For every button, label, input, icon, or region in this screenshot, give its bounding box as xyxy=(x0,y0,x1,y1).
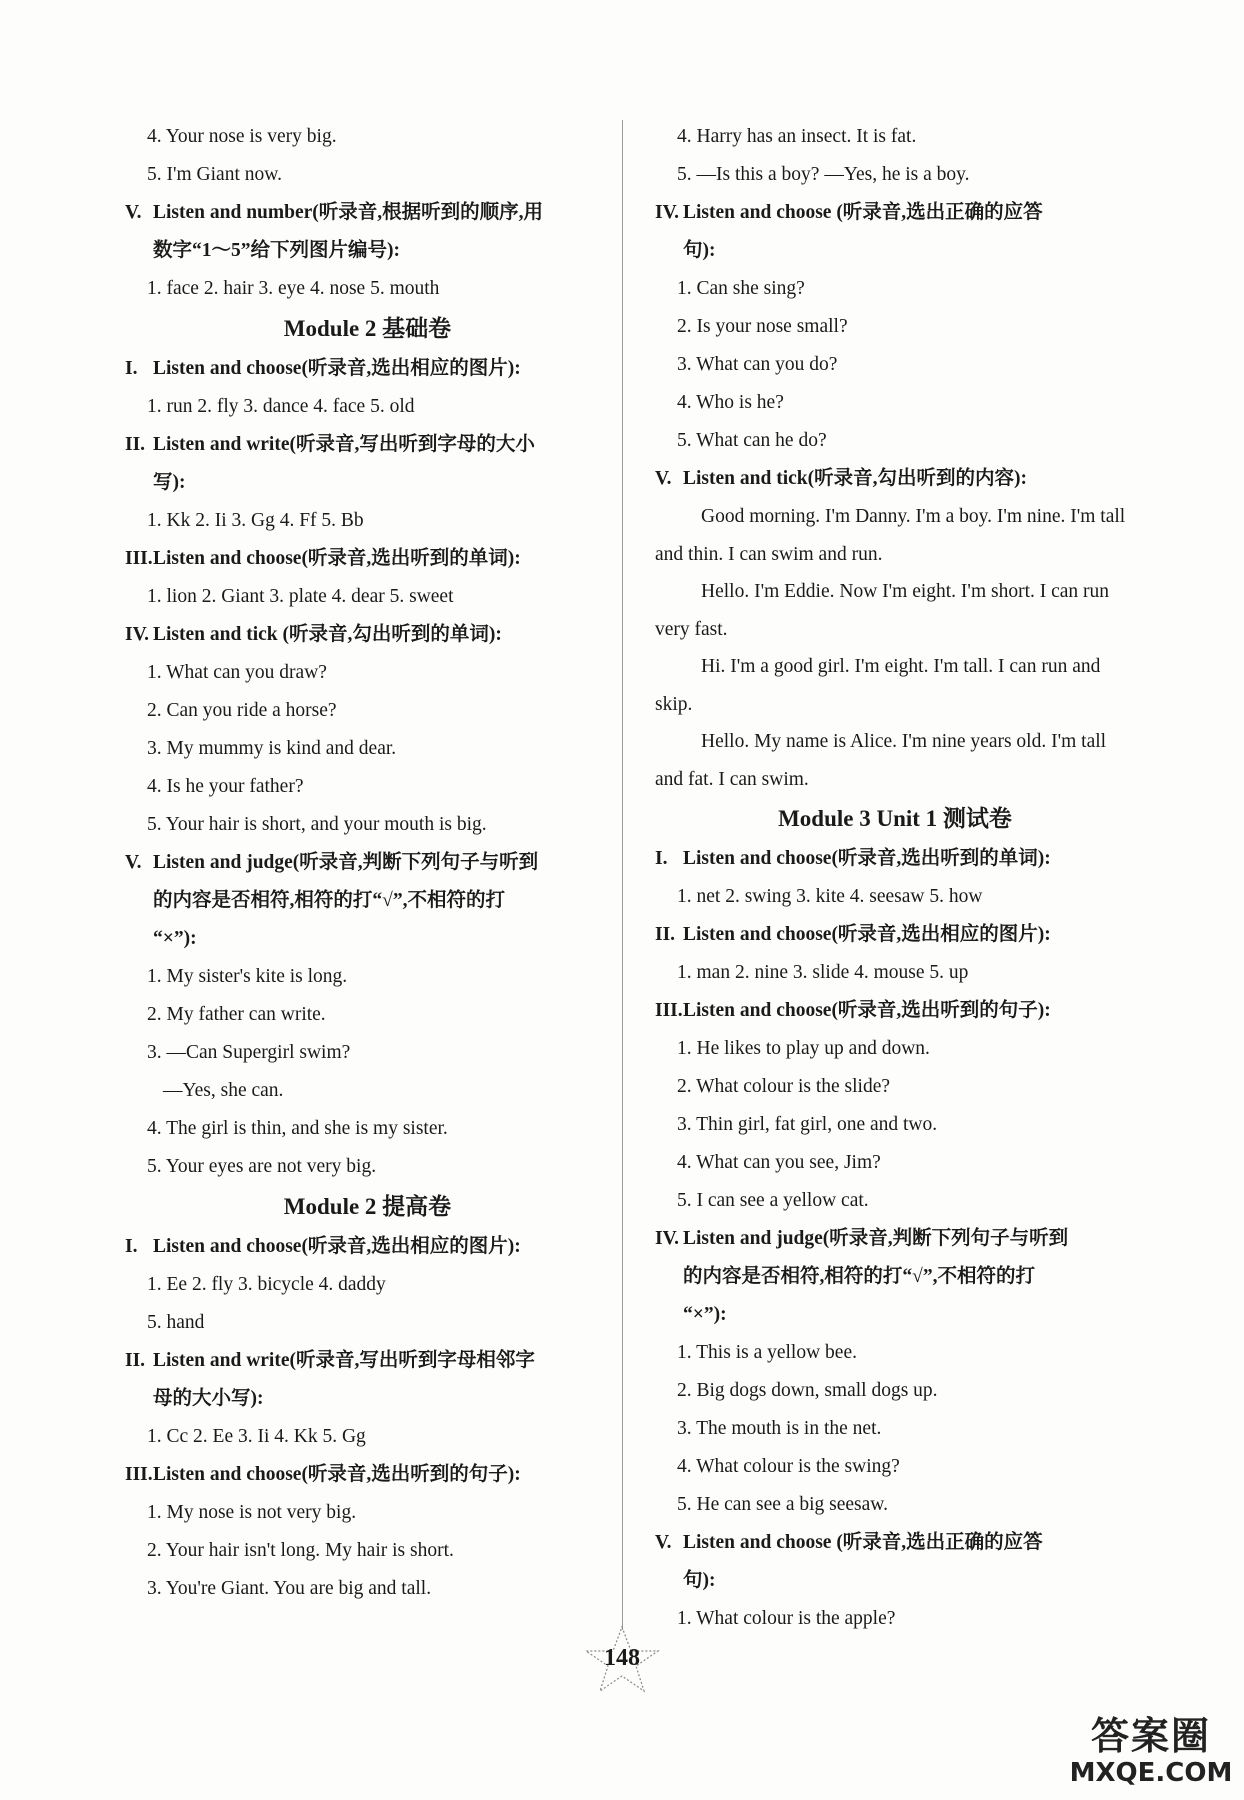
passage-paragraph: Hi. I'm a good girl. I'm eight. I'm tall. I can run and skip. xyxy=(655,656,1101,715)
section-heading xyxy=(655,194,1135,232)
answer-line: 1. What colour is the apple? xyxy=(677,1608,896,1629)
passage-paragraph: Good morning. I'm Danny. I'm a boy. I'm nine. I'm tall and thin. I can swim and run. xyxy=(655,506,1126,565)
answer-line: 4. Harry has an insect. It is fat. xyxy=(677,126,917,147)
section-heading xyxy=(655,916,1135,954)
section-number: III. xyxy=(125,548,153,569)
watermark-title: 答案圈 xyxy=(1090,1714,1211,1758)
section-instruction: Listen and choose(听录音,选出听到的单词): xyxy=(683,848,1051,869)
answer-line: 1. Kk 2. Ii 3. Gg 4. Ff 5. Bb xyxy=(147,510,364,531)
section-heading xyxy=(125,350,610,388)
answer-line: 1. run 2. fly 3. dance 4. face 5. old xyxy=(147,396,415,417)
answer-line: 2. Your hair isn't long. My hair is short. xyxy=(147,1540,454,1561)
answer-line: 4. What colour is the swing? xyxy=(677,1456,900,1477)
section-heading xyxy=(125,426,610,464)
answer-line: 5. Your hair is short, and your mouth is big. xyxy=(147,814,487,835)
section-instruction: Listen and judge(听录音,判断下列句子与听到 xyxy=(683,1228,1069,1249)
answer-line: 5. He can see a big seesaw. xyxy=(677,1494,888,1515)
answer-line: 4. Is he your father? xyxy=(147,776,304,797)
section-instruction: Listen and write(听录音,写出听到字母相邻字 xyxy=(153,1350,535,1371)
section-number: II. xyxy=(125,434,146,455)
section-heading xyxy=(125,194,610,232)
section-heading-continued: 的内容是否相符,相符的打“√”,不相符的打 xyxy=(683,1266,1035,1287)
section-heading xyxy=(655,1220,1135,1258)
answer-line: 1. My nose is not very big. xyxy=(147,1502,357,1523)
answer-line: 3. My mummy is kind and dear. xyxy=(147,738,397,759)
page-number: 148 xyxy=(604,1645,640,1671)
section-heading xyxy=(655,460,1135,498)
answer-line: 1. My sister's kite is long. xyxy=(147,966,348,987)
section-heading xyxy=(125,844,610,882)
answer-line: 1. He likes to play up and down. xyxy=(677,1038,930,1059)
answer-line: 1. What can you draw? xyxy=(147,662,327,683)
section-heading-continued: 母的大小写): xyxy=(153,1388,264,1409)
column-divider xyxy=(622,120,623,1630)
answer-line: 4. Who is he? xyxy=(677,392,784,413)
section-heading-continued: 句): xyxy=(683,1570,716,1591)
answer-line: 1. Ee 2. fly 3. bicycle 4. daddy xyxy=(147,1274,386,1295)
answer-line: 3. Thin girl, fat girl, one and two. xyxy=(677,1114,938,1135)
section-heading xyxy=(655,840,1135,878)
section-instruction: Listen and judge(听录音,判断下列句子与听到 xyxy=(153,852,539,873)
answer-line: 3. The mouth is in the net. xyxy=(677,1418,882,1439)
section-instruction: Listen and write(听录音,写出听到字母的大小 xyxy=(153,434,535,455)
passage-paragraph: Hello. I'm Eddie. Now I'm eight. I'm short. I can run very fast. xyxy=(655,581,1110,640)
answer-line: 1. net 2. swing 3. kite 4. seesaw 5. how xyxy=(677,886,983,907)
section-number: V. xyxy=(655,1532,672,1553)
answer-line: 1. lion 2. Giant 3. plate 4. dear 5. sweet xyxy=(147,586,454,607)
watermark-logo xyxy=(1066,1714,1236,1794)
section-number: IV. xyxy=(655,202,680,223)
watermark-url: MXQE.COM xyxy=(1069,1758,1233,1788)
section-instruction: Listen and choose(听录音,选出相应的图片): xyxy=(153,1236,521,1257)
left-column xyxy=(125,118,610,1608)
answer-line: 2. My father can write. xyxy=(147,1004,326,1025)
answer-line: 2. Big dogs down, small dogs up. xyxy=(677,1380,938,1401)
answer-line: 1. man 2. nine 3. slide 4. mouse 5. up xyxy=(677,962,969,983)
answer-line: 5. What can he do? xyxy=(677,430,827,451)
section-number: III. xyxy=(125,1464,153,1485)
section-heading xyxy=(125,1342,610,1380)
section-heading xyxy=(125,1456,610,1494)
passage-paragraph: Hello. My name is Alice. I'm nine years old. I'm tall and fat. I can swim. xyxy=(655,731,1107,790)
section-number: V. xyxy=(125,202,142,223)
answer-line: —Yes, she can. xyxy=(163,1080,284,1101)
answer-line: 3. —Can Supergirl swim? xyxy=(147,1042,351,1063)
section-instruction: Listen and choose(听录音,选出相应的图片): xyxy=(683,924,1051,945)
section-number: I. xyxy=(125,358,138,379)
answer-line: 1. Cc 2. Ee 3. Ii 4. Kk 5. Gg xyxy=(147,1426,366,1447)
section-number: I. xyxy=(125,1236,138,1257)
answer-line: 3. What can you do? xyxy=(677,354,838,375)
section-heading-continued: 写): xyxy=(153,472,186,493)
section-number: III. xyxy=(655,1000,683,1021)
answer-line: 5. I'm Giant now. xyxy=(147,164,282,185)
section-number: V. xyxy=(655,468,672,489)
section-heading-continued: 数字“1～5”给下列图片编号): xyxy=(153,240,400,261)
section-heading xyxy=(125,1228,610,1266)
section-heading xyxy=(125,540,610,578)
section-instruction: Listen and choose(听录音,选出听到的单词): xyxy=(153,548,521,569)
answer-line: 2. Is your nose small? xyxy=(677,316,848,337)
answer-line: 1. face 2. hair 3. eye 4. nose 5. mouth xyxy=(147,278,440,299)
section-heading-continued: “×”): xyxy=(153,928,197,949)
section-heading-continued: “×”): xyxy=(683,1304,727,1325)
section-number: IV. xyxy=(655,1228,680,1249)
section-number: II. xyxy=(655,924,676,945)
answer-line: 4. The girl is thin, and she is my sister. xyxy=(147,1118,448,1139)
answer-line: 2. Can you ride a horse? xyxy=(147,700,337,721)
section-instruction: Listen and tick(听录音,勾出听到的内容): xyxy=(683,468,1027,489)
section-instruction: Listen and choose (听录音,选出正确的应答 xyxy=(683,202,1043,223)
section-instruction: Listen and choose(听录音,选出听到的句子): xyxy=(683,1000,1051,1021)
section-heading xyxy=(655,992,1135,1030)
section-heading xyxy=(655,1524,1135,1562)
answer-line: 4. Your nose is very big. xyxy=(147,126,337,147)
section-instruction: Listen and tick (听录音,勾出听到的单词): xyxy=(153,624,502,645)
section-number: II. xyxy=(125,1350,146,1371)
answer-line: 4. What can you see, Jim? xyxy=(677,1152,881,1173)
section-heading xyxy=(125,616,610,654)
answer-line: 1. Can she sing? xyxy=(677,278,805,299)
section-instruction: Listen and choose (听录音,选出正确的应答 xyxy=(683,1532,1043,1553)
module-title: Module 2 基础卷 xyxy=(283,316,452,341)
answer-line: 5. —Is this a boy? —Yes, he is a boy. xyxy=(677,164,970,185)
module-title: Module 2 提高卷 xyxy=(283,1194,452,1219)
answer-line: 2. What colour is the slide? xyxy=(677,1076,891,1097)
right-column xyxy=(655,118,1135,1638)
module-title: Module 3 Unit 1 测试卷 xyxy=(778,806,1012,831)
answer-line: 5. I can see a yellow cat. xyxy=(677,1190,869,1211)
section-number: I. xyxy=(655,848,668,869)
answer-line: 5. Your eyes are not very big. xyxy=(147,1156,377,1177)
section-heading-continued: 句): xyxy=(683,240,716,261)
section-instruction: Listen and choose(听录音,选出听到的句子): xyxy=(153,1464,521,1485)
answer-line: 3. You're Giant. You are big and tall. xyxy=(147,1578,432,1599)
section-instruction: Listen and number(听录音,根据听到的顺序,用 xyxy=(153,202,544,223)
section-heading-continued: 的内容是否相符,相符的打“√”,不相符的打 xyxy=(153,890,505,911)
answer-line: 5. hand xyxy=(147,1312,205,1333)
section-instruction: Listen and choose(听录音,选出相应的图片): xyxy=(153,358,521,379)
answer-line: 1. This is a yellow bee. xyxy=(677,1342,857,1363)
section-number: IV. xyxy=(125,624,150,645)
section-number: V. xyxy=(125,852,142,873)
